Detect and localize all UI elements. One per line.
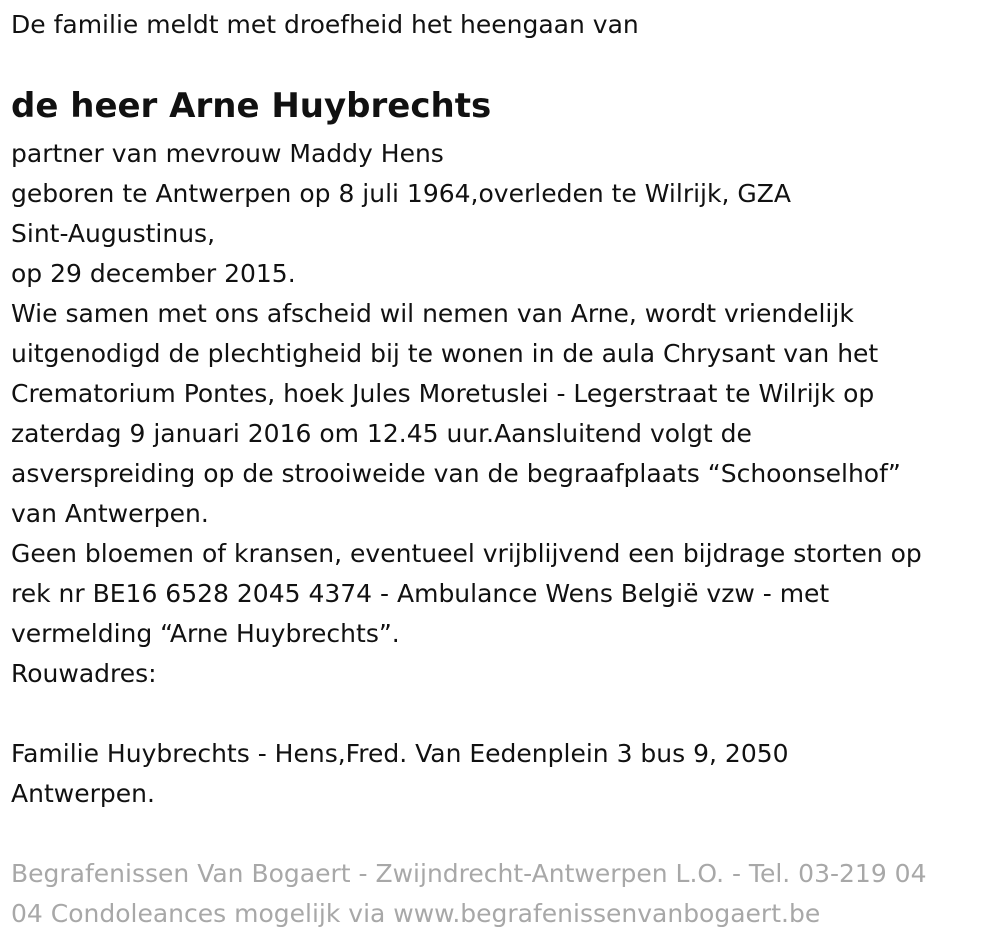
footer-line-1: Begrafenissen Van Bogaert - Zwijndrecht-Antwerpen L.O. - Tel. 03-219 04 <box>11 859 927 888</box>
flowers-line-2: rek nr BE16 6528 2045 4374 - Ambulance Wens België vzw - met <box>11 579 830 608</box>
farewell-line-5: asverspreiding op de strooiweide van de begraafplaats “Schoonselhof” <box>11 459 901 488</box>
mourning-address-line-1: Familie Huybrechts - Hens,Fred. Van Eedenplein 3 bus 9, 2050 <box>11 739 789 768</box>
farewell-line-4: zaterdag 9 januari 2016 om 12.45 uur.Aansluitend volgt de <box>11 419 752 448</box>
partner-line: partner van mevrouw Maddy Hens <box>11 139 444 168</box>
flowers-line-1: Geen bloemen of kransen, eventueel vrijblijvend een bijdrage storten op <box>11 539 922 568</box>
notice-body <box>11 134 991 814</box>
intro-text: De familie meldt met droefheid het heengaan van <box>11 10 639 39</box>
birth-death-line: geboren te Antwerpen op 8 juli 1964,overleden te Wilrijk, GZA <box>11 179 791 208</box>
farewell-line-6: van Antwerpen. <box>11 499 209 528</box>
funeral-home-footer <box>11 854 991 934</box>
mourning-address-label: Rouwadres: <box>11 659 157 688</box>
death-date-line: op 29 december 2015. <box>11 259 296 288</box>
hospital-line: Sint-Augustinus, <box>11 219 216 248</box>
footer-line-2: 04 Condoleances mogelijk via www.begrafenissenvanbogaert.be <box>11 899 821 928</box>
farewell-line-1: Wie samen met ons afscheid wil nemen van Arne, wordt vriendelijk <box>11 299 854 328</box>
mourning-address-line-2: Antwerpen. <box>11 779 155 808</box>
spacer <box>11 694 991 734</box>
flowers-line-3: vermelding “Arne Huybrechts”. <box>11 619 400 648</box>
deceased-name: de heer Arne Huybrechts <box>11 86 492 126</box>
farewell-line-3: Crematorium Pontes, hoek Jules Moretuslei - Legerstraat te Wilrijk op <box>11 379 875 408</box>
farewell-line-2: uitgenodigd de plechtigheid bij te wonen in de aula Chrysant van het <box>11 339 879 368</box>
